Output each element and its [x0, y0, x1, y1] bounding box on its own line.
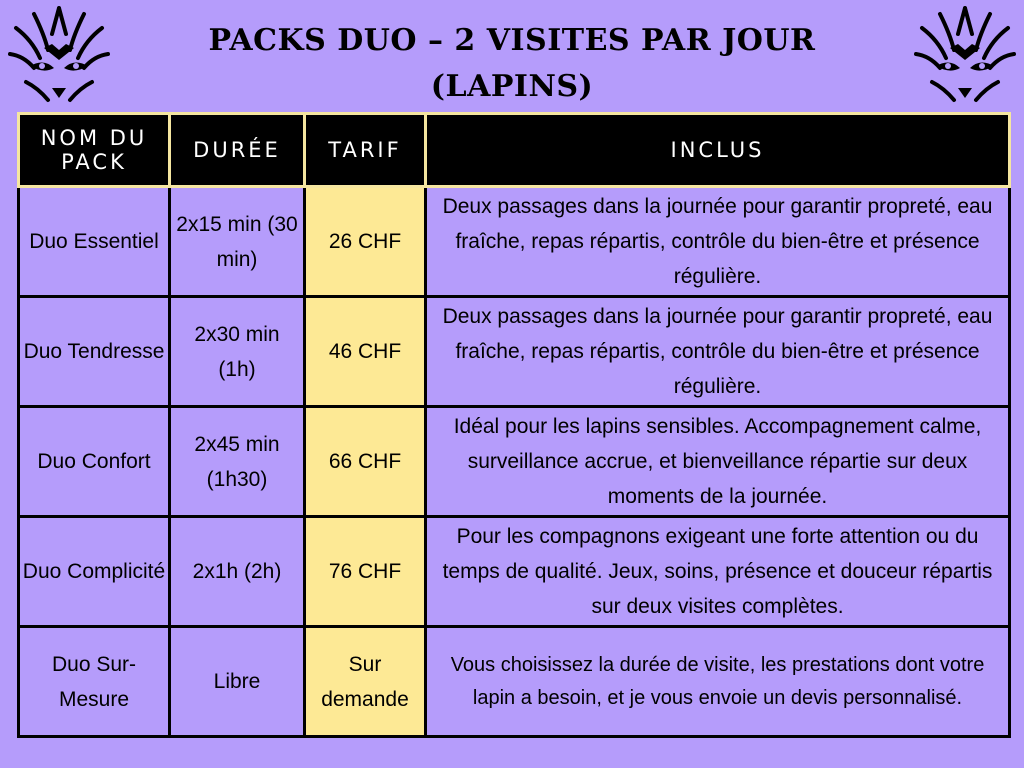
pack-included: Idéal pour les lapins sensibles. Accompagnement calme, surveillance accrue, et bienveillance répartie sur deux moments de la journée.	[426, 407, 1010, 517]
table-header-row	[19, 114, 1010, 187]
pack-price: 66 CHF	[305, 407, 426, 517]
pack-name: Duo Essentiel	[19, 187, 170, 297]
pack-included: Vous choisissez la durée de visite, les prestations dont votre lapin a besoin, et je vous envoie un devis personnalisé.	[426, 627, 1010, 737]
table-row	[19, 517, 1010, 627]
pack-price: 26 CHF	[305, 187, 426, 297]
pack-name: Duo Tendresse	[19, 297, 170, 407]
table-row	[19, 297, 1010, 407]
page-title-line1: PACKS DUO – 2 VISITES PAR JOUR	[208, 23, 816, 58]
table-row	[19, 407, 1010, 517]
pack-duration: 2x30 min (1h)	[170, 297, 305, 407]
header-price: TARIF	[305, 114, 426, 187]
pack-included: Deux passages dans la journée pour garantir propreté, eau fraîche, repas répartis, contrôle du bien-être et présence régulière.	[426, 297, 1010, 407]
pack-price: 76 CHF	[305, 517, 426, 627]
pack-name: Duo Complicité	[19, 517, 170, 627]
page-title-line2: (LAPINS)	[430, 69, 594, 104]
pack-price: Sur demande	[305, 627, 426, 737]
pack-included: Pour les compagnons exigeant une forte attention ou du temps de qualité. Jeux, soins, présence et douceur répartis sur deux visites complètes.	[426, 517, 1010, 627]
pack-name: Duo Sur-Mesure	[19, 627, 170, 737]
table-row	[19, 627, 1010, 737]
pack-name: Duo Confort	[19, 407, 170, 517]
header-pack-name: NOM DU PACK	[19, 114, 170, 187]
pack-price: 46 CHF	[305, 297, 426, 407]
pack-duration: 2x45 min (1h30)	[170, 407, 305, 517]
pricing-table	[17, 112, 1011, 738]
pack-included: Deux passages dans la journée pour garantir propreté, eau fraîche, repas répartis, contrôle du bien-être et présence régulière.	[426, 187, 1010, 297]
pack-duration: Libre	[170, 627, 305, 737]
page-title	[0, 18, 1024, 110]
pack-duration: 2x15 min (30 min)	[170, 187, 305, 297]
header-duration: DURÉE	[170, 114, 305, 187]
header-included: INCLUS	[426, 114, 1010, 187]
pack-duration: 2x1h (2h)	[170, 517, 305, 627]
table-row	[19, 187, 1010, 297]
